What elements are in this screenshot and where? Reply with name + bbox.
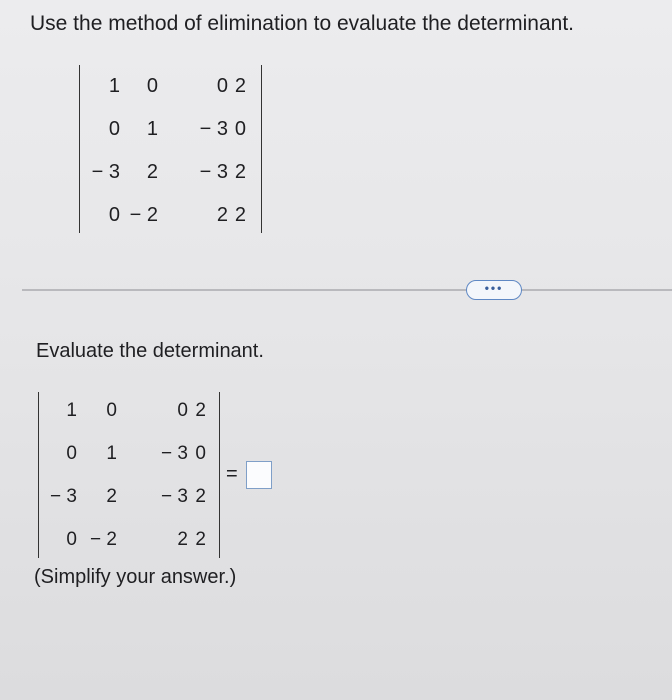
- matrix-cell: − 3: [199, 161, 228, 183]
- matrix-cell: 1: [146, 118, 158, 140]
- matrix-cell: 0: [234, 118, 246, 140]
- matrix-cell: 0: [146, 75, 158, 97]
- matrix-cell: − 3: [91, 161, 120, 183]
- determinant-matrix: [79, 65, 262, 233]
- answer-determinant-matrix: [38, 392, 220, 558]
- matrix-cell: 0: [66, 529, 77, 550]
- simplify-hint: (Simplify your answer.): [34, 566, 237, 588]
- more-options-button[interactable]: [466, 280, 522, 300]
- matrix-cell: − 2: [129, 204, 158, 226]
- matrix-cell: 0: [66, 443, 77, 464]
- matrix-cell: 1: [106, 443, 117, 464]
- matrix-cell: 2: [234, 161, 246, 183]
- more-options-label: •••: [484, 280, 504, 295]
- matrix-cell: − 3: [50, 486, 77, 507]
- matrix-cell: 0: [108, 118, 120, 140]
- matrix-cell: 2: [195, 400, 206, 421]
- matrix-cell: − 2: [90, 529, 117, 550]
- matrix-cell: 0: [195, 443, 206, 464]
- matrix-cell: 0: [177, 400, 188, 421]
- matrix-cell: 2: [195, 529, 206, 550]
- question-text: Use the method of elimination to evaluate the determinant.: [30, 12, 574, 35]
- matrix-cell: 0: [108, 204, 120, 226]
- matrix-cell: 2: [234, 204, 246, 226]
- answer-input[interactable]: [246, 461, 272, 489]
- evaluate-prompt: Evaluate the determinant.: [36, 340, 264, 362]
- matrix-cell: 2: [106, 486, 117, 507]
- section-divider: [22, 289, 672, 291]
- matrix-cell: 0: [216, 75, 228, 97]
- matrix-cell: 2: [234, 75, 246, 97]
- matrix-cell: 1: [108, 75, 120, 97]
- matrix-cell: 1: [66, 400, 77, 421]
- matrix-cell: 2: [216, 204, 228, 226]
- matrix-cell: 2: [195, 486, 206, 507]
- matrix-cell: − 3: [199, 118, 228, 140]
- matrix-cell: − 3: [161, 486, 188, 507]
- matrix-cell: 0: [106, 400, 117, 421]
- matrix-cell: 2: [177, 529, 188, 550]
- matrix-cell: 2: [146, 161, 158, 183]
- matrix-cell: − 3: [161, 443, 188, 464]
- equals-sign: =: [226, 463, 238, 485]
